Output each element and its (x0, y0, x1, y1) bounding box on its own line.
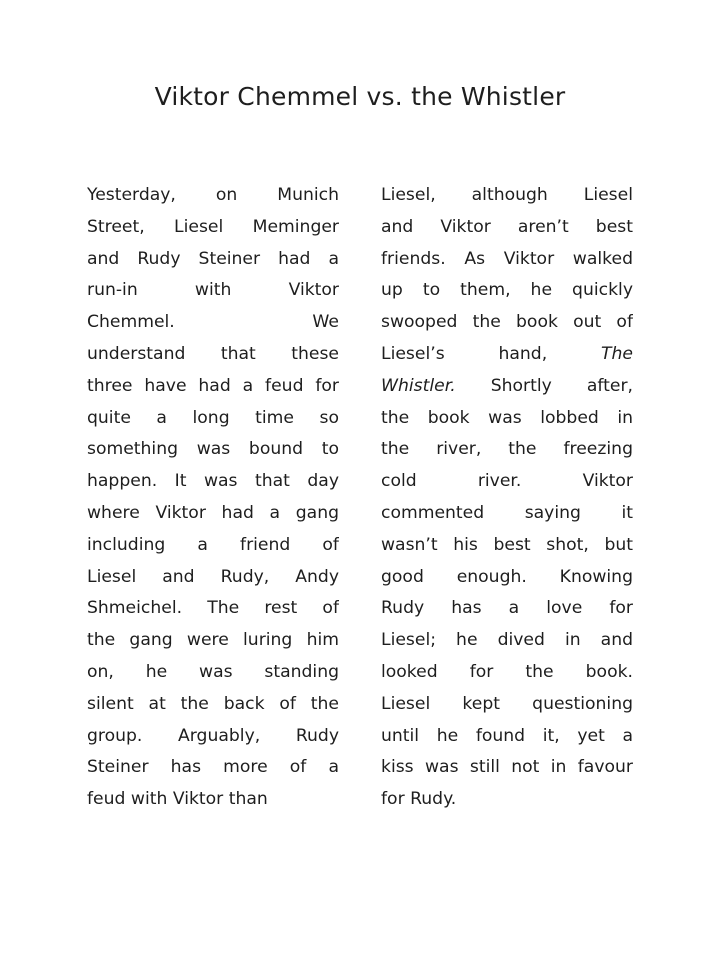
text-line: on, he was standing (87, 661, 339, 682)
text-line: wasn’t his best shot, but (381, 534, 633, 555)
text-line: the gang were luring him (87, 630, 339, 651)
text-line-with-title (381, 339, 633, 371)
text-line: Rudy has a love for (381, 598, 633, 619)
text-line: group. Arguably, Rudy (87, 725, 339, 746)
text-line: Shmeichel. The rest of (87, 598, 339, 619)
text-line: including a friend of (87, 534, 339, 555)
text-line: three have had a feud for (87, 375, 339, 396)
text-line: until he found it, yet a (381, 725, 633, 746)
text-line: friends. As Viktor walked (381, 248, 633, 269)
text-line: kiss was still not in favour (381, 757, 633, 778)
text-line: understand that these (87, 343, 339, 364)
text-line: Liesel kept questioning (381, 693, 633, 714)
text-line: and Viktor aren’t best (381, 216, 633, 237)
text-line: and Rudy Steiner had a (87, 248, 339, 269)
text-fragment: Shortly after, (490, 375, 633, 396)
text-line: Liesel, although Liesel (381, 185, 633, 205)
text-line: for Rudy. (381, 789, 457, 810)
text-fragment: Liesel’s hand, (381, 343, 548, 364)
text-line: silent at the back of the (87, 693, 339, 714)
text-line: happen. It was that day (87, 471, 339, 492)
text-line: run-in with Viktor (87, 280, 339, 301)
text-line: the book was lobbed in (381, 407, 633, 428)
text-line: looked for the book. (381, 661, 633, 682)
text-line: Street, Liesel Meminger (87, 216, 339, 237)
book-title-fragment: The (601, 343, 633, 364)
text-line: good enough. Knowing (381, 566, 633, 587)
text-line: Liesel; he dived in and (381, 630, 633, 651)
text-line: swooped the book out of (381, 312, 633, 333)
book-title-fragment: Whistler. (381, 375, 456, 396)
left-column (87, 180, 339, 816)
text-line: Steiner has more of a (87, 757, 339, 778)
text-line: feud with Viktor than (87, 789, 268, 810)
text-line: cold river. Viktor (381, 471, 633, 492)
text-line: something was bound to (87, 439, 339, 460)
text-line: Chemmel. We (87, 312, 339, 333)
text-line: quite a long time so (87, 407, 339, 428)
article-title: Viktor Chemmel vs. the Whistler (154, 82, 566, 111)
text-line: Liesel and Rudy, Andy (87, 566, 339, 587)
right-column (381, 180, 633, 816)
text-line: Yesterday, on Munich (87, 185, 339, 205)
text-line: where Viktor had a gang (87, 502, 339, 523)
text-line: the river, the freezing (381, 439, 633, 460)
text-line: up to them, he quickly (381, 280, 633, 301)
text-line-with-title (381, 371, 633, 403)
text-line: commented saying it (381, 502, 633, 523)
